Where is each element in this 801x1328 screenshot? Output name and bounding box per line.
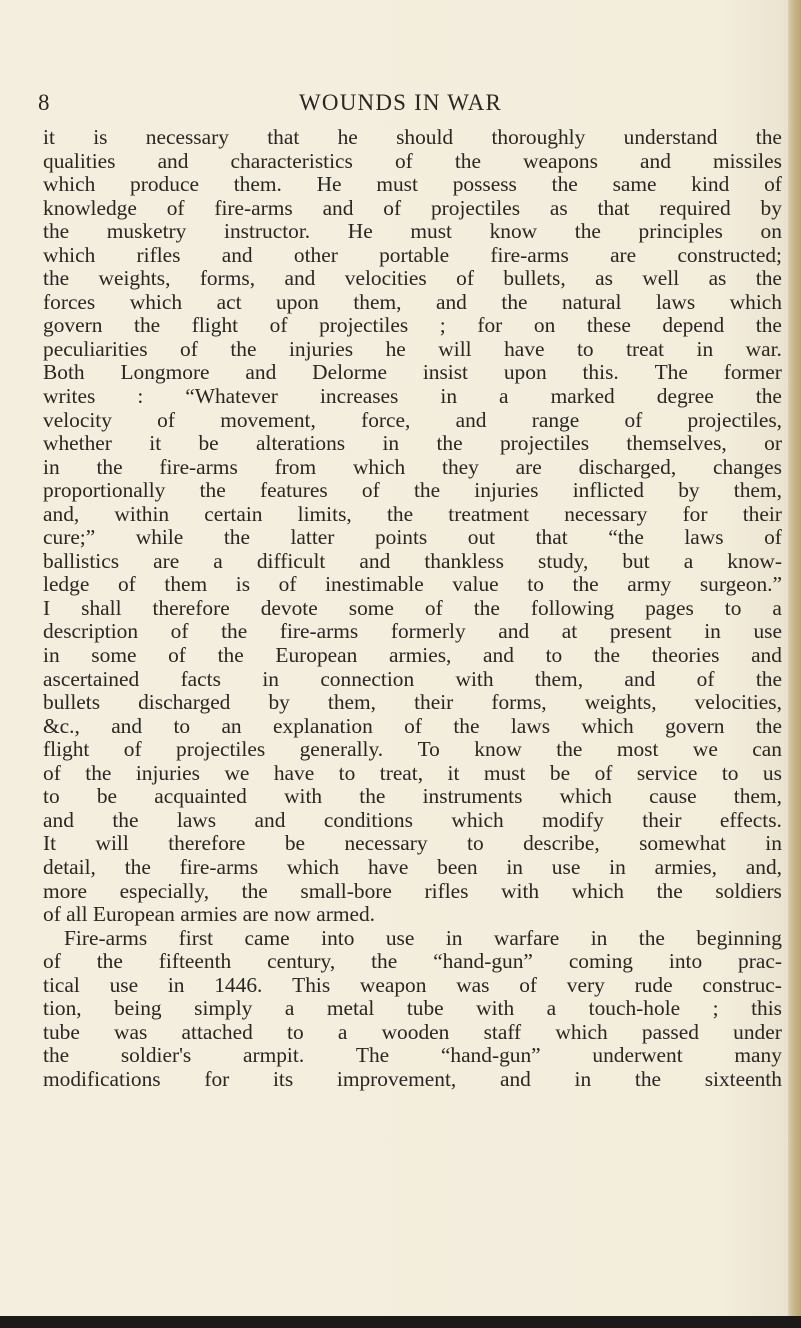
text-line: whether it be alterations in the projectiles themselves, or — [43, 431, 782, 456]
text-line: qualities and characteristics of the weapons and missiles — [43, 148, 782, 173]
page-number: 8 — [38, 90, 50, 115]
text-line: the musketry instructor. He must know the principles on — [43, 219, 782, 244]
text-line: bullets discharged by them, their forms, weights, velocities, — [43, 690, 782, 715]
text-line: of the fifteenth century, the “hand-gun” coming into prac- — [43, 949, 782, 974]
text-line: It will therefore be necessary to describe, somewhat in — [43, 831, 782, 856]
text-line: to be acquainted with the instruments which cause them, — [43, 784, 782, 809]
text-line: flight of projectiles generally. To know the most we can — [43, 737, 782, 762]
text-line: writes : “Whatever increases in a marked degree the — [43, 384, 782, 409]
text-line: I shall therefore devote some of the following pages to a — [43, 595, 782, 620]
text-line: in some of the European armies, and to the theories and — [43, 643, 782, 668]
text-line: it is necessary that he should thoroughly understand the — [43, 125, 782, 149]
text-line: and the laws and conditions which modify their effects. — [43, 807, 782, 832]
text-line: which produce them. He must possess the same kind of — [43, 172, 782, 197]
text-line: of the injuries we have to treat, it must be of service to us — [43, 760, 782, 785]
text-line: velocity of movement, force, and range of projectiles, — [43, 407, 782, 432]
text-line: proportionally the features of the injuries inflicted by them, — [43, 478, 782, 503]
page-edge — [788, 0, 801, 1328]
text-line: modifications for its improvement, and in the sixteenth — [43, 1066, 782, 1091]
text-line: which rifles and other portable fire-arms are constructed; — [43, 242, 782, 267]
text-line: Both Longmore and Delorme insist upon this. The former — [43, 360, 782, 385]
bottom-rule — [0, 1316, 801, 1328]
text-line: Fire-arms first came into use in warfare in the beginning — [64, 925, 782, 950]
text-line: &c., and to an explanation of the laws which govern the — [43, 713, 782, 738]
text-line: and, within certain limits, the treatment necessary for their — [43, 501, 782, 526]
text-line: in the fire-arms from which they are discharged, changes — [43, 454, 782, 479]
body-text — [43, 126, 782, 1091]
text-line: tical use in 1446. This weapon was of very rude construc- — [43, 972, 782, 997]
text-line: forces which act upon them, and the natural laws which — [43, 289, 782, 314]
text-line: the weights, forms, and velocities of bullets, as well as the — [43, 266, 782, 291]
text-line: ballistics are a difficult and thankless study, but a know- — [43, 548, 782, 573]
text-line: tube was attached to a wooden staff which passed under — [43, 1019, 782, 1044]
text-line: tion, being simply a metal tube with a touch-hole ; this — [43, 996, 782, 1021]
text-line: more especially, the small-bore rifles with which the soldiers — [43, 878, 782, 903]
text-line: ascertained facts in connection with them, and of the — [43, 666, 782, 691]
page-header — [0, 90, 801, 120]
text-line: ledge of them is of inestimable value to the army surgeon.” — [43, 572, 782, 597]
text-line: peculiarities of the injuries he will have to treat in war. — [43, 336, 782, 361]
text-line: cure;” while the latter points out that “the laws of — [43, 525, 782, 550]
text-line: description of the fire-arms formerly and at present in use — [43, 619, 782, 644]
running-title: WOUNDS IN WAR — [298, 90, 502, 115]
text-line: the soldier's armpit. The “hand-gun” underwent many — [43, 1043, 782, 1068]
text-line: of all European armies are now armed. — [43, 902, 376, 927]
text-line: govern the flight of projectiles ; for on these depend the — [43, 313, 782, 338]
text-line: knowledge of fire-arms and of projectiles as that required by — [43, 195, 782, 220]
text-line: detail, the fire-arms which have been in use in armies, and, — [43, 854, 782, 879]
